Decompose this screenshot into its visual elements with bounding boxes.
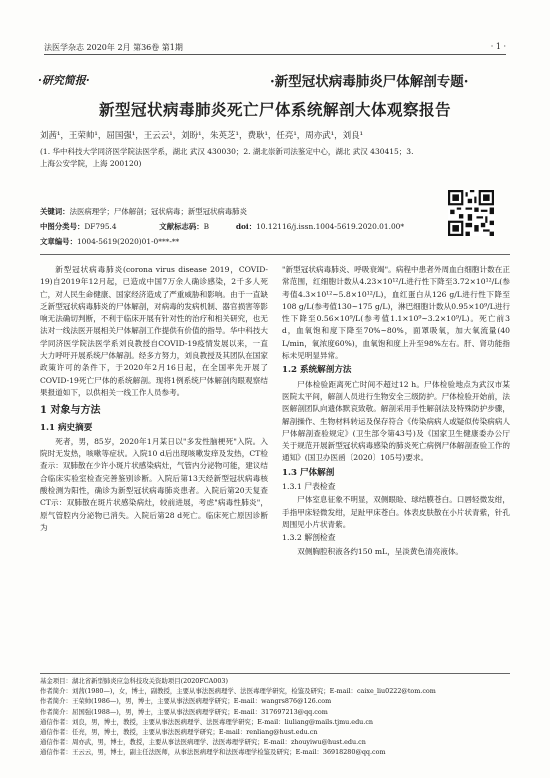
footnote: 基金项目：湖北省新型肺炎应急科技攻关资助项目(2020FCA003) — [40, 677, 228, 685]
page-number: · 1 · — [490, 42, 506, 51]
subsection-heading: 1.1 病史摘要 — [40, 422, 93, 433]
section-heading: 1 对象与方法 — [40, 405, 101, 417]
keywords-label: 关键词： — [40, 207, 70, 216]
keywords — [40, 206, 247, 218]
intro-paragraph: 新型冠状病毒肺炎(corona virus disease 2019，COVID-19)自2019年12月起，已造成中国7万余人确诊感染，2千多人死亡，对人民生命健康、国家经济造成了严重威胁和影响。由于一直缺乏新型冠状病毒肺炎的尸体解剖，对病毒的发病机制、器官损害等影响无法确切判断，不利于临床开展有针对性的治疗和相关研究，也无法对一线法医开展相关尸体解剖工作提供有价值的指导。华中科技大学同济医学院法医学系刘良教授自COVID-19疫情发展以来，一直大力呼吁开展系统尸体解剖。经多方努力，刘良教授及其团队在国家政策许可的条件下，于2020年2月16日起，在全国率先开展了COVID-19死亡尸体的系统解剖。现将1例系统尸体解剖肉眼观察结果报道如下，以供相关一线工作人员参考。 — [40, 265, 268, 397]
footnote: 作者简介：王荣帅(1986—)，男，博士，主要从事法医病理学研究；E-mail：wangrs876@126.com — [40, 697, 332, 706]
author-list: 刘茜¹，王荣帅¹，屈国强¹，王云云¹，刘盼¹，朱英芝¹，费耿¹，任亮¹，周亦武¹，刘良¹ — [40, 131, 364, 141]
journal-info: 法医学杂志 2020年 2月 第36卷 第1期 — [44, 43, 183, 52]
article-number-label: 文章编号： — [40, 237, 77, 246]
affiliation: (1. 华中科技大学同济医学院法医学系，湖北 武汉 430030；2. 湖北崇新司法鉴定中心，湖北 武汉 430415；3. 上海公安学院，上海 200120) — [40, 147, 414, 168]
case-continued: "新型冠状病毒肺炎、呼吸衰竭"。病程中患者外周血白细胞计数在正常范围，红细胞计数从4.23×10¹²/L进行性下降至3.72×10¹²/L(参考值4.3×10¹²~5.8×10¹²/L)，血红蛋白从126 g/L进行性下降至108 g/L(参考值130~175 g/L)，淋巴细胞计数从0.95×10⁹/L进行性下降至0.56×10⁹/L(参考值1.1×10⁹~3.2×10⁹/L)。死亡前3 d，血氧饱和度下降至70%~80%，面罩吸氧，加大氧流量(40 L/min，氧浓度60%)，血氧饱和度上升至98%左右。肝、肾功能指标未见明显异常。 — [282, 265, 510, 361]
running-header — [44, 40, 506, 55]
case-paragraph: 死者，男，85岁，2020年1月某日以"多发性脑梗死"入院。入院时无发热，咳嗽等症状。入院10 d后出现咳嗽发痒及发热，CT检查示：双肺散在少许小斑片状感染病灶，气管内分泌物可能，建议结合临床实验室检查完善鉴别诊断。入院后第13天经新型冠状病毒核酸检测为阳性，确诊为新型冠状病毒肺炎患者。入院后第20天复查CT示：双肺散在斑片状感染病灶，较前进展，考虑"病毒性肺炎"，原气管腔内分泌物已消失。入院后第28 d死亡。临床死亡原因诊断为 — [40, 436, 268, 532]
subsection-heading: 1.3 尸体解剖 — [282, 467, 335, 478]
article-number-value: 1004-5619(2020)01-0***-** — [76, 237, 180, 246]
footnote-divider — [40, 673, 510, 674]
surface-paragraph: 尸体室息征象不明显，双侧眼睑、球结膜苍白。口唇轻微发绀，手指甲床轻微发绀，足趾甲床苍白。体表皮肤散在小片状青紫，针孔周围见小片状青紫。 — [282, 495, 510, 529]
clc-label: 中图分类号： — [40, 222, 85, 231]
footnote: 通信作者：刘良，男，博士，教授，主要从事法医病理学、法医毒理学研究；E-mail：liuliang@mails.tjmu.edu.cn — [40, 717, 374, 726]
footnote: 通信作者：任亮，男，博士，教授，主要从事法医病理学研究；E-mail：renliang@hust.edu.cn — [40, 728, 318, 737]
right-column — [282, 264, 510, 558]
subsection-heading: 1.2 系统解剖方法 — [282, 365, 352, 376]
doc-code-label: 文献标志码： — [159, 222, 204, 231]
keywords-text: 法医病理学；尸体解剖；冠状病毒；新型冠状病毒肺炎 — [69, 207, 247, 216]
left-column — [40, 264, 268, 534]
footnote: 作者简介：屈国强(1988—)，男，博士，主要从事法医病理学研究；E-mail：317697213@qq.com — [40, 707, 328, 716]
doi-label: doi： — [235, 222, 257, 231]
article-number — [40, 236, 179, 248]
topic-heading: ·新型冠状病毒肺炎尸体解剖专题· — [270, 74, 469, 90]
doi-value: 10.12116/j.issn.1004-5619.2020.01.00* — [256, 222, 405, 231]
footnote: 通信作者：周亦武，男，博士，教授，主要从事法医病理学、法医毒理学研究；E-mail：zhouyiwu@hust.edu.cn — [40, 738, 366, 747]
footnote: 作者简介：刘茜(1980—)，女，博士，副教授，主要从事法医病理学、法医毒理学研究，检鉴及研究；E-mail：caixe_liu0222@tom.com — [40, 687, 436, 696]
dissection-paragraph: 双侧胸腔积液各约150 mL，呈淡黄色清亮液体。 — [297, 546, 464, 556]
divider — [40, 254, 510, 255]
footnote: 通信作者：王云云，男，博士，副主任法医师，从事法医病理学和法医毒理学检鉴及研究；E-mail：36918280@qq.com — [40, 748, 386, 757]
doc-code-value: B — [203, 222, 210, 231]
method-paragraph: 尸体检验距离死亡时间不超过12 h。尸体检验地点为武汉市某医院太平间，解剖人员进行生物安全三级防护。尸体检验开始前，法医解剖团队向遗体默哀致敬。解剖采用手性解剖法及特殊防护步骤，解剖操作、生物材料转运及保存符合《传染病病人或疑似传染病病人尸体解剖查验规定》(卫生部令第43号)及《国家卫生健康委办公厅关于规范开展新型冠状病毒感染的肺炎死亡病例尸体解剖查验工作的通知》(国卫办医函〔2020〕105号)要求。 — [282, 379, 510, 463]
classification-row — [40, 221, 460, 233]
footnotes — [40, 676, 510, 758]
clc-value: DF795.4 — [84, 222, 117, 231]
subsubsection-heading: 1.3.1 尸表检查 — [282, 482, 336, 492]
subsubsection-heading: 1.3.2 解剖检查 — [282, 533, 336, 543]
article-title: 新型冠状病毒肺炎死亡尸体系统解剖大体观察报告 — [98, 100, 451, 119]
section-tag: ·研究简报· — [38, 74, 90, 87]
